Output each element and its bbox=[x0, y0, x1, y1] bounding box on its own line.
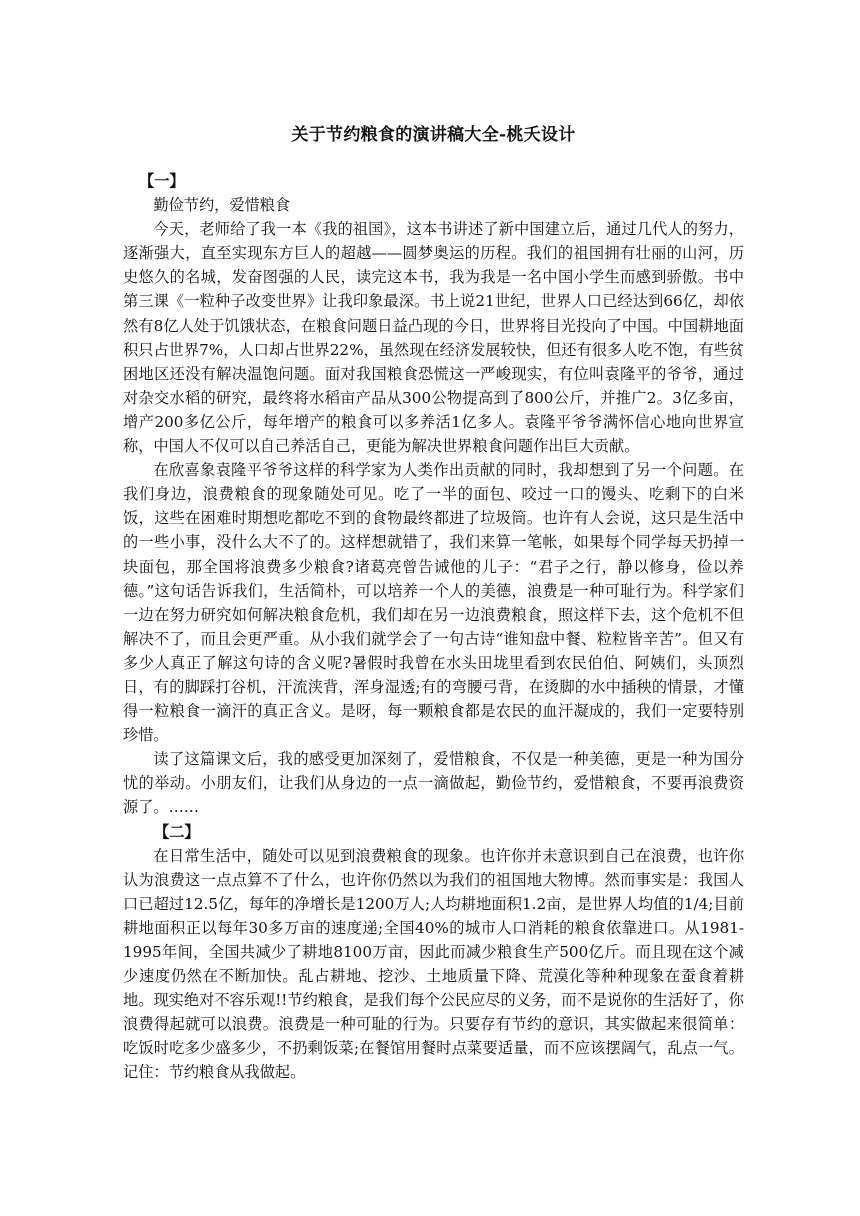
section-2-paragraph-1: 在日常生活中，随处可以见到浪费粮食的现象。也许你并未意识到自己在浪费，也许你认为浪费这一点点算不了什么，也许你仍然以为我们的祖国地大物博。然而事实是：我国人口已超过12.5亿，每年的净增长是1200万人;人均耕地面积1.2亩，是世界人均值的1/4;目前耕地面积正以每年30多万亩的速度递;全国40%的城市人口消耗的粮食依靠进口。从1981-1995年间，全国共减少了耕地8100万亩，因此而减少粮食生产500亿斤。而且现在这个减少速度仍然在不断加快。乱占耕地、挖沙、土地质量下降、荒漠化等种种现象在蚕食着耕地。现实绝对不容乐观!!节约粮食，是我们每个公民应尽的义务，而不是说你的生活好了，你浪费得起就可以浪费。浪费是一种可耻的行为。只要存有节约的意识，其实做起来很简单：吃饭时吃多少盛多少，不扔剩饭菜;在餐馆用餐时点菜要适量，而不应该摆阔气，乱点一气。记住：节约粮食从我做起。 bbox=[123, 846, 744, 1082]
section-1-paragraph-3: 读了这篇课文后，我的感受更加深刻了，爱惜粮食，不仅是一种美德，更是一种为国分忧的举动。小朋友们，让我们从身边的一点一滴做起，勤俭节约，爱惜粮食，不要再浪费资源了。…… bbox=[123, 750, 744, 817]
document-body bbox=[123, 169, 744, 1085]
section-1-paragraph-2: 在欣喜象袁隆平爷爷这样的科学家为人类作出贡献的同时，我却想到了另一个问题。在我们身边，浪费粮食的现象随处可见。吃了一半的面包、咬过一口的馒头、吃剩下的白米饭，这些在困难时期想吃都吃不到的食物最终都进了垃圾筒。也许有人会说，这只是生活中的一些小事，没什么大不了的。这样想就错了，我们来算一笔帐，如果每个同学每天扔掉一块面包，那全国将浪费多少粮食?诸葛亮曾告诫他的儿子：“君子之行，静以修身，俭以养德。”这句话告诉我们，生活简朴，可以培养一个人的美德，浪费是一种可耻行为。科学家们一边在努力研究如何解决粮食危机，我们却在另一边浪费粮食，照这样下去，这个危机不但解决不了，而且会更严重。从小我们就学会了一句古诗“谁知盘中餐、粒粒皆辛苦”。但又有多少人真正了解这句诗的含义呢?暑假时我曾在水头田垅里看到农民伯伯、阿姨们，头顶烈日，有的脚踩打谷机，汗流浃背，浑身湿透;有的弯腰弓背，在烫脚的水中插秧的情景，才懂得一粒粮食一滴汗的真正含义。是呀，每一颗粮食都是农民的血汗凝成的，我们一定要特别珍惜。 bbox=[123, 461, 744, 745]
section-1-paragraph-1: 今天，老师给了我一本《我的祖国》，这本书讲述了新中国建立后，通过几代人的努力，逐渐强大，直至实现东方巨人的超越——圆梦奥运的历程。我们的祖国拥有壮丽的山河，历史悠久的名城，发奋图强的人民，读完这本书，我为我是一名中国小学生而感到骄傲。书中第三课《一粒种子改变世界》让我印象最深。书上说21世纪，世界人口已经达到66亿，却依然有8亿人处于饥饿状态，在粮食问题日益凸现的今日，世界将目光投向了中国。中国耕地面积只占世界7%，人口却占世界22%，虽然现在经济发展较快，但还有很多人吃不饱，有些贫困地区还没有解决温饱问题。面对我国粮食恐慌这一严峻现实，有位叫袁隆平的爷爷，通过对杂交水稻的研究，最终将水稻亩产品从300公物提高到了800公斤，并推广2。3亿多亩，增产200多亿公斤，每年增产的粮食可以多养活1亿多人。袁隆平爷爷满怀信心地向世界宣称，中国人不仅可以自己养活自己，更能为解决世界粮食问题作出巨大贡献。 bbox=[123, 220, 744, 456]
document-title: 关于节约粮食的演讲稿大全-桃夭设计 bbox=[291, 125, 576, 145]
section-heading-1: 【一】 bbox=[139, 172, 185, 190]
section-heading-2: 【二】 bbox=[154, 822, 200, 841]
section-1-subtitle: 勤俭节约，爱惜粮食 bbox=[153, 196, 291, 215]
